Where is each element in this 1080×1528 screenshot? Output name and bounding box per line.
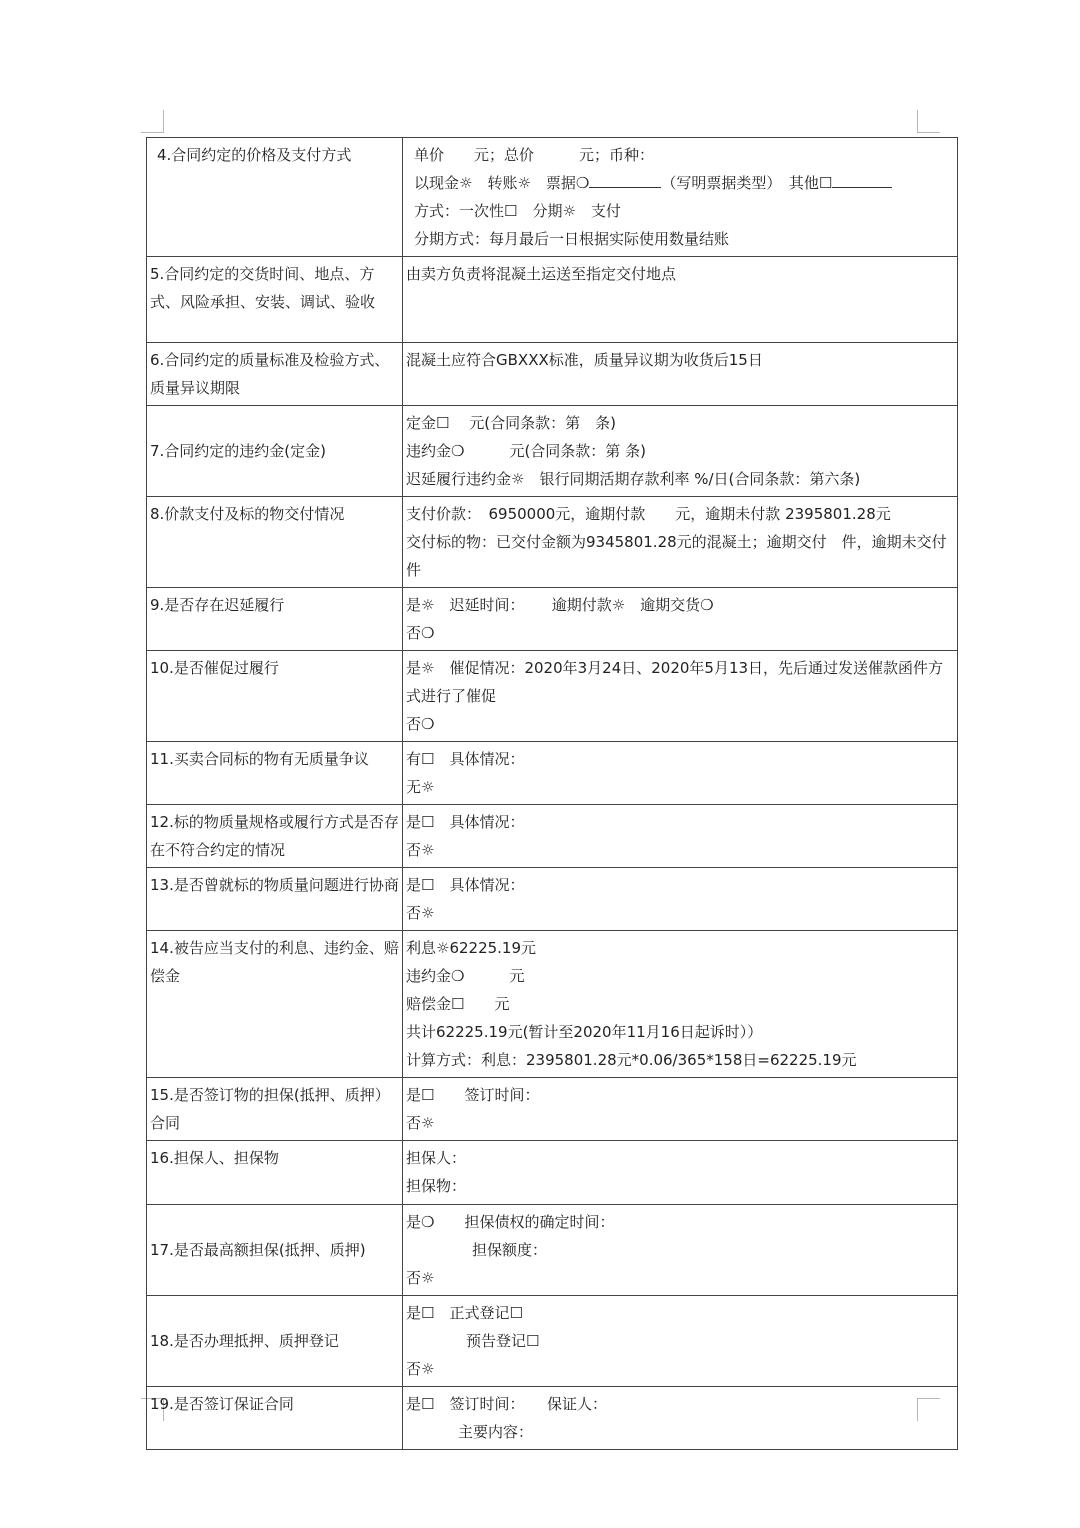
row-value bbox=[403, 257, 958, 343]
row-value bbox=[403, 1141, 958, 1205]
row-value bbox=[403, 651, 958, 742]
page-corner-mark-top-right bbox=[917, 110, 940, 133]
value-line: 预告登记☐ bbox=[466, 1332, 540, 1350]
row-label bbox=[147, 742, 403, 805]
value-line: 是☼ 催促情况：2020年3月24日、2020年5月13日，先后通过发送催款函件方式进行了催促 bbox=[406, 659, 944, 705]
table-row bbox=[147, 588, 958, 651]
row-value bbox=[403, 805, 958, 868]
value-line: 是☐ 具体情况： bbox=[406, 813, 525, 831]
value-line: 是☐ 签订时间： bbox=[406, 1086, 540, 1104]
value-line: 担保物： bbox=[406, 1177, 467, 1195]
row-value bbox=[403, 868, 958, 931]
value-line: 赔偿金☐ 元 bbox=[406, 995, 510, 1013]
value-line: 混凝土应符合GBXXX标准，质量异议期为收货后15日 bbox=[406, 351, 763, 369]
blank-underline bbox=[832, 173, 892, 188]
blank-underline bbox=[589, 173, 661, 188]
table-row bbox=[147, 497, 958, 588]
row-label-text: 7.合同约定的违约金(定金) bbox=[150, 442, 327, 460]
value-line: 否❍ bbox=[406, 715, 435, 733]
row-label-text: 18.是否办理抵押、质押登记 bbox=[150, 1332, 339, 1350]
row-label-text: 19.是否签订保证合同 bbox=[150, 1395, 294, 1413]
value-line: 分期方式：每月最后一日根据实际使用数量结账 bbox=[414, 230, 730, 248]
row-label bbox=[147, 868, 403, 931]
row-label bbox=[147, 138, 403, 257]
value-line: 担保人： bbox=[406, 1149, 467, 1167]
table-row bbox=[147, 1141, 958, 1205]
value-line: 否❍ bbox=[406, 624, 435, 642]
value-line: 是☐ 具体情况： bbox=[406, 876, 525, 894]
table-row bbox=[147, 805, 958, 868]
value-line: 由卖方负责将混凝土运送至指定交付地点 bbox=[406, 265, 677, 283]
row-label-text: 4.合同约定的价格及支付方式 bbox=[157, 146, 352, 164]
value-line: 是☼ 迟延时间： 逾期付款☼ 逾期交货❍ bbox=[406, 596, 714, 614]
payment-other: （写明票据类型） 其他☐ bbox=[661, 174, 833, 192]
table-row bbox=[147, 406, 958, 497]
page-corner-mark-top-left bbox=[141, 110, 164, 133]
value-line: 交付标的物：已交付金额为9345801.28元的混凝土；逾期交付 件，逾期未交付 件 bbox=[406, 533, 962, 579]
row-value bbox=[403, 406, 958, 497]
row-label bbox=[147, 1387, 403, 1450]
value-line: 否☼ bbox=[406, 1114, 435, 1132]
value-line: 否☼ bbox=[406, 1360, 435, 1378]
row-label bbox=[147, 497, 403, 588]
row-value bbox=[403, 1387, 958, 1450]
row-label bbox=[147, 805, 403, 868]
row-label bbox=[147, 1205, 403, 1296]
table-row bbox=[147, 1296, 958, 1387]
value-line: 否☼ bbox=[406, 904, 435, 922]
value-line: 计算方式：利息：2395801.28元*0.06/365*158日=62225.19元 bbox=[406, 1051, 857, 1069]
value-line: 无☼ bbox=[406, 778, 435, 796]
row-label bbox=[147, 257, 403, 343]
row-value bbox=[403, 1078, 958, 1141]
row-label-text: 17.是否最高额担保(抵押、质押) bbox=[150, 1241, 366, 1259]
value-line: 利息☼62225.19元 bbox=[406, 939, 537, 957]
value-line: 违约金❍ 元 bbox=[406, 967, 525, 985]
value-line: 有☐ 具体情况： bbox=[406, 750, 525, 768]
value-line: 是❍ 担保债权的确定时间： bbox=[406, 1213, 615, 1231]
payment-methods: 以现金☼ 转账☼ 票据❍ bbox=[414, 174, 590, 192]
table-row bbox=[147, 343, 958, 406]
row-value bbox=[403, 931, 958, 1078]
value-line: 否☼ bbox=[406, 841, 435, 859]
row-label-text: 14.被告应当支付的利息、违约金、赔偿金 bbox=[150, 939, 399, 985]
value-line bbox=[406, 169, 954, 197]
row-label bbox=[147, 931, 403, 1078]
value-line: 迟延履行违约金☼ 银行同期活期存款利率 %/日(合同条款：第六条) bbox=[406, 470, 861, 488]
value-line: 是☐ 签订时间： 保证人： bbox=[406, 1395, 607, 1413]
row-label-text: 15.是否签订物的担保(抵押、质押）合同 bbox=[150, 1086, 390, 1132]
row-label-text: 10.是否催促过履行 bbox=[150, 659, 279, 677]
row-label bbox=[147, 588, 403, 651]
row-label bbox=[147, 1078, 403, 1141]
row-label-text: 5.合同约定的交货时间、地点、方式、风险承担、安装、调试、验收 bbox=[150, 265, 376, 311]
value-line: 违约金❍ 元(合同条款：第 条) bbox=[406, 442, 646, 460]
table-row bbox=[147, 651, 958, 742]
table-row bbox=[147, 257, 958, 343]
row-label-text: 6.合同约定的质量标准及检验方式、质量异议期限 bbox=[150, 351, 390, 397]
row-label-text: 11.买卖合同标的物有无质量争议 bbox=[150, 750, 369, 768]
row-value bbox=[403, 588, 958, 651]
contract-form-table bbox=[146, 137, 962, 1450]
row-label bbox=[147, 651, 403, 742]
table-row bbox=[147, 1205, 958, 1296]
row-value bbox=[403, 742, 958, 805]
row-label bbox=[147, 343, 403, 406]
row-value bbox=[403, 1296, 958, 1387]
row-value bbox=[403, 138, 958, 257]
value-line: 支付价款： 6950000元，逾期付款 元，逾期未付款 2395801.28元 bbox=[406, 505, 891, 523]
table-row bbox=[147, 138, 958, 257]
row-label-text: 9.是否存在迟延履行 bbox=[150, 596, 285, 614]
row-label bbox=[147, 1296, 403, 1387]
value-line: 定金☐ 元(合同条款：第 条) bbox=[406, 414, 616, 432]
value-line: 方式：一次性☐ 分期☼ 支付 bbox=[414, 202, 621, 220]
row-value bbox=[403, 343, 958, 406]
table-row bbox=[147, 742, 958, 805]
table-row bbox=[147, 931, 958, 1078]
row-label-text: 13.是否曾就标的物质量问题进行协商 bbox=[150, 876, 399, 894]
table-row bbox=[147, 868, 958, 931]
row-label-text: 8.价款支付及标的物交付情况 bbox=[150, 505, 345, 523]
row-label bbox=[147, 1141, 403, 1205]
value-line: 是☐ 正式登记☐ bbox=[406, 1304, 523, 1322]
value-line: 单价 元；总价 元；币种： bbox=[414, 146, 655, 164]
value-line: 共计62225.19元(暂计至2020年11月16日起诉时）） bbox=[406, 1023, 763, 1041]
row-value bbox=[403, 497, 962, 588]
value-line: 主要内容： bbox=[458, 1423, 534, 1441]
row-value bbox=[403, 1205, 958, 1296]
row-label-text: 12.标的物质量规格或履行方式是否存在不符合约定的情况 bbox=[150, 813, 399, 859]
value-line: 否☼ bbox=[406, 1269, 435, 1287]
value-line: 担保额度： bbox=[472, 1241, 548, 1259]
row-label-text: 16.担保人、担保物 bbox=[150, 1149, 279, 1167]
table-row bbox=[147, 1387, 958, 1450]
table-row bbox=[147, 1078, 958, 1141]
row-label bbox=[147, 406, 403, 497]
